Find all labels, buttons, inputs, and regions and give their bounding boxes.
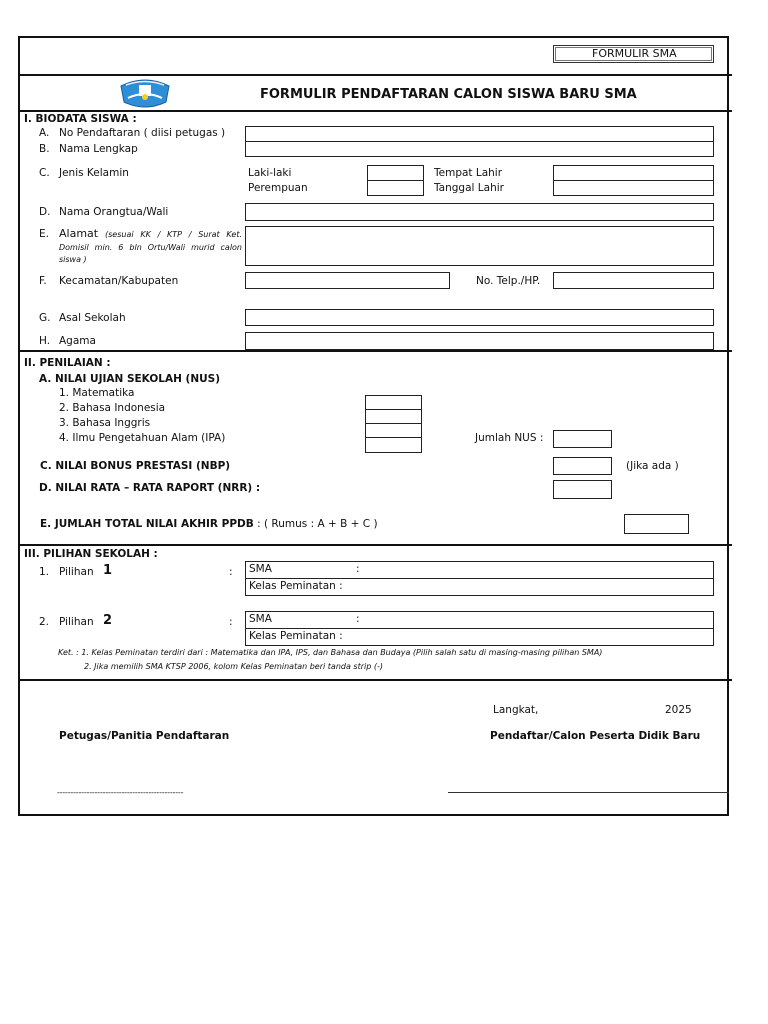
field-letter-h: H. xyxy=(39,335,51,347)
signature-right-title: Pendaftar/Calon Peserta Didik Baru xyxy=(490,730,701,742)
nbp-input[interactable] xyxy=(553,457,612,475)
pilihan-2-sma-colon: : xyxy=(356,613,360,625)
nilai-bahasa-indonesia-input[interactable] xyxy=(365,409,422,424)
form-title: FORMULIR PENDAFTARAN CALON SISWA BARU SMA xyxy=(260,87,637,102)
pilihan-2-number: 2. xyxy=(39,616,50,628)
signature-right-line xyxy=(448,792,729,793)
section-pilihan-title: III. PILIHAN SEKOLAH : xyxy=(24,548,158,560)
total-nilai-label xyxy=(40,518,378,530)
nrr-title: D. NILAI RATA – RATA RAPORT (NRR) : xyxy=(39,482,261,494)
tut-wuri-handayani-logo-icon xyxy=(118,76,172,110)
label-no-pendaftaran: No Pendaftaran ( diisi petugas ) xyxy=(59,127,226,139)
no-pendaftaran-input[interactable] xyxy=(245,126,714,142)
signature-place: Langkat, xyxy=(493,704,539,716)
pilihan-1-kelas-peminatan-input[interactable] xyxy=(245,578,714,596)
nilai-ipa-input[interactable] xyxy=(365,437,422,453)
asal-sekolah-input[interactable] xyxy=(245,309,714,326)
label-agama: Agama xyxy=(59,335,96,347)
divider-signature xyxy=(18,679,732,681)
section-biodata-title: I. BIODATA SISWA : xyxy=(24,113,137,125)
pilihan-1-sma-label: SMA xyxy=(249,563,272,575)
nrr-input[interactable] xyxy=(553,480,612,499)
signature-year: 2025 xyxy=(665,704,692,716)
label-nama-lengkap: Nama Lengkap xyxy=(59,143,138,155)
total-nilai-formula: : ( Rumus : A + B + C ) xyxy=(253,518,378,530)
note-kelas-peminatan: Ket. : 1. Kelas Peminatan terdiri dari : Matematika dan IPA, IPS, dan Bahasa dan Budaya (Pilih salah satu di masing-masing pilihan SMA) xyxy=(58,648,603,657)
pilihan-1-kelas-label: Kelas Peminatan : xyxy=(249,580,343,592)
alamat-input[interactable] xyxy=(245,226,714,266)
alamat-note-text: (sesuai KK / KTP / Surat Ket. Domisil min. 6 bln Ortu/Wali murid calon siswa ) xyxy=(59,230,242,264)
pilihan-2-big-number: 2 xyxy=(103,613,113,628)
pilihan-1-sma-colon: : xyxy=(356,563,360,575)
field-letter-f: F. xyxy=(39,275,47,287)
agama-input[interactable] xyxy=(245,332,714,350)
checkbox-laki-laki[interactable] xyxy=(367,165,424,181)
checkbox-perempuan[interactable] xyxy=(367,180,424,196)
pilihan-1-label: Pilihan xyxy=(59,566,94,578)
label-no-telp: No. Telp./HP. xyxy=(476,275,541,287)
label-jumlah-nus: Jumlah NUS : xyxy=(475,432,544,444)
divider-section3 xyxy=(18,544,732,546)
nama-lengkap-input[interactable] xyxy=(245,141,714,157)
divider-section2 xyxy=(18,350,732,352)
tanggal-lahir-input[interactable] xyxy=(553,180,714,196)
form-type-badge-label: FORMULIR SMA xyxy=(592,47,677,60)
field-letter-b: B. xyxy=(39,143,50,155)
total-nilai-input[interactable] xyxy=(624,514,689,534)
field-letter-c: C. xyxy=(39,167,50,179)
pilihan-1-colon: : xyxy=(229,566,233,578)
label-alamat: Alamat xyxy=(59,227,99,240)
tempat-lahir-input[interactable] xyxy=(553,165,714,181)
field-letter-a: A. xyxy=(39,127,50,139)
field-letter-g: G. xyxy=(39,312,51,324)
pilihan-2-sma-label: SMA xyxy=(249,613,272,625)
pilihan-1-number: 1. xyxy=(39,566,50,578)
nilai-matematika-input[interactable] xyxy=(365,395,422,410)
nbp-note: (Jika ada ) xyxy=(626,460,679,472)
nbp-title: C. NILAI BONUS PRESTASI (NBP) xyxy=(40,460,231,472)
no-telp-input[interactable] xyxy=(553,272,714,289)
nama-orangtua-input[interactable] xyxy=(245,203,714,221)
pilihan-2-label: Pilihan xyxy=(59,616,94,628)
nilai-bahasa-inggris-input[interactable] xyxy=(365,423,422,438)
field-letter-d: D. xyxy=(39,206,51,218)
pilihan-2-sma-input[interactable] xyxy=(245,611,714,629)
jumlah-nus-input[interactable] xyxy=(553,430,612,448)
pilihan-1-sma-input[interactable] xyxy=(245,561,714,579)
label-jenis-kelamin: Jenis Kelamin xyxy=(59,167,129,179)
form-type-badge xyxy=(553,45,714,63)
pilihan-2-kelas-label: Kelas Peminatan : xyxy=(249,630,343,642)
gender-option-laki-laki: Laki-laki xyxy=(248,167,292,179)
gender-option-perempuan: Perempuan xyxy=(248,182,308,194)
subject-ipa: 4. Ilmu Pengetahuan Alam (IPA) xyxy=(59,432,226,444)
label-tempat-lahir: Tempat Lahir xyxy=(434,167,503,179)
field-letter-e: E. xyxy=(39,228,49,240)
pilihan-2-colon: : xyxy=(229,616,233,628)
signature-left-line: ----------------------------------------------- xyxy=(57,788,184,797)
divider-title xyxy=(18,110,732,112)
alamat-note xyxy=(59,229,242,267)
section-penilaian-title: II. PENILAIAN : xyxy=(24,357,111,369)
kecamatan-input[interactable] xyxy=(245,272,450,289)
subject-bahasa-inggris: 3. Bahasa Inggris xyxy=(59,417,151,429)
subject-matematika: 1. Matematika xyxy=(59,387,135,399)
total-nilai-title: E. JUMLAH TOTAL NILAI AKHIR PPDB xyxy=(40,518,254,530)
note-ktsp: 2. Jika memilih SMA KTSP 2006, kolom Kelas Peminatan beri tanda strip (-) xyxy=(84,662,383,671)
signature-left-title: Petugas/Panitia Pendaftaran xyxy=(59,730,230,742)
pilihan-2-kelas-peminatan-input[interactable] xyxy=(245,628,714,646)
label-nama-orangtua: Nama Orangtua/Wali xyxy=(59,206,169,218)
label-tanggal-lahir: Tanggal Lahir xyxy=(434,182,504,194)
label-kecamatan: Kecamatan/Kabupaten xyxy=(59,275,179,287)
nus-title: A. NILAI UJIAN SEKOLAH (NUS) xyxy=(39,373,221,385)
label-asal-sekolah: Asal Sekolah xyxy=(59,312,126,324)
subject-bahasa-indonesia: 2. Bahasa Indonesia xyxy=(59,402,166,414)
pilihan-1-big-number: 1 xyxy=(103,563,113,578)
